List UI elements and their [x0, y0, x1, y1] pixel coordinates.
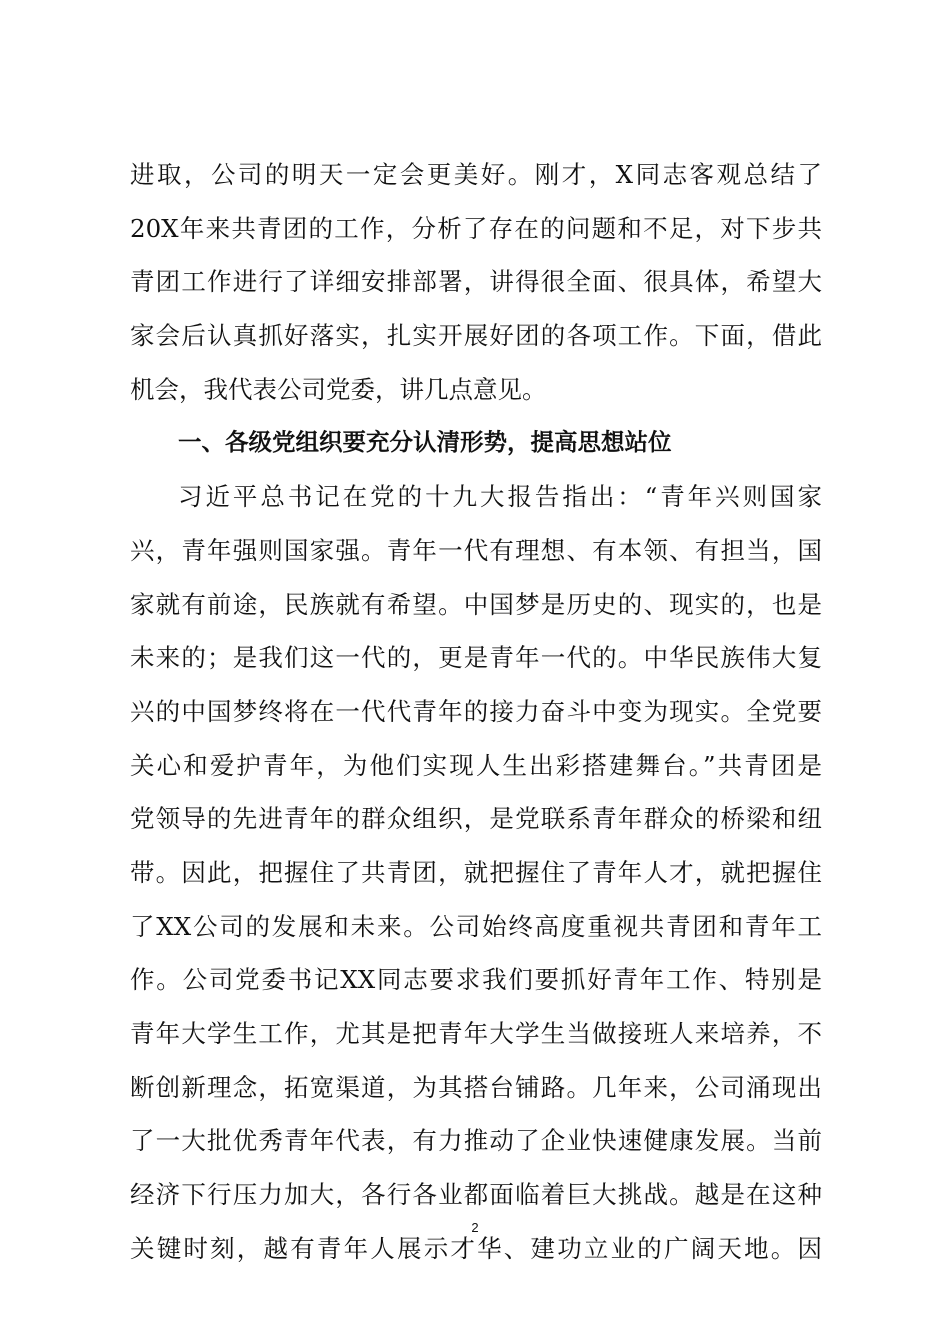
- text-line: 关心和爱护青年，为他们实现人生出彩搭建舞台。”共青团是: [130, 750, 822, 780]
- text-line: 进取，公司的明天一定会更美好。刚才，X同志客观总结了: [130, 160, 822, 189]
- document-body: [130, 148, 822, 1275]
- text-line: 家就有前途，民族就有希望。中国梦是历史的、现实的，也是: [130, 589, 822, 619]
- paragraph-2: [130, 470, 822, 1275]
- text-line: 兴的中国梦终将在一代代青年的接力奋斗中变为现实。全党要: [130, 696, 822, 726]
- text-line: 未来的；是我们这一代的，更是青年一代的。中华民族伟大复: [130, 643, 822, 673]
- text-line: 带。因此，把握住了共青团，就把握住了青年人才，就把握住: [130, 857, 822, 887]
- text-line: 经济下行压力加大，各行各业都面临着巨大挑战。越是在这种: [130, 1180, 822, 1210]
- text-line: 党领导的先进青年的群众组织，是党联系青年群众的桥梁和纽: [130, 804, 822, 834]
- text-line: 兴，青年强则国家强。青年一代有理想、有本领、有担当，国: [130, 535, 822, 565]
- page-number: 2: [471, 1220, 479, 1235]
- paragraph-1: [130, 148, 822, 416]
- text-line: 机会，我代表公司党委，讲几点意见。: [130, 374, 547, 404]
- text-line: 关键时刻，越有青年人展示才华、建功立业的广阔天地。因: [130, 1233, 822, 1263]
- text-line: 了一大批优秀青年代表，有力推动了企业快速健康发展。当前: [130, 1126, 822, 1156]
- text-line: 青团工作进行了详细安排部署，讲得很全面、很具体，希望大: [130, 267, 822, 297]
- text-line: 断创新理念，拓宽渠道，为其搭台铺路。几年来，公司涌现出: [130, 1072, 822, 1102]
- text-line: 青年大学生工作，尤其是把青年大学生当做接班人来培养，不: [130, 1019, 822, 1048]
- text-line: 家会后认真抓好落实，扎实开展好团的各项工作。下面，借此: [130, 321, 822, 351]
- text-line: 作。公司党委书记XX同志要求我们要抓好青年工作、特别是: [130, 965, 822, 995]
- text-line: 了XX公司的发展和未来。公司始终高度重视共青团和青年工: [130, 911, 822, 941]
- text-line: 20X年来共青团的工作，分析了存在的问题和不足，对下步共: [130, 213, 822, 243]
- section-heading: 一、各级党组织要充分认清形势，提高思想站位: [178, 428, 672, 457]
- text-line: 习近平总书记在党的十九大报告指出：“青年兴则国家: [178, 482, 822, 512]
